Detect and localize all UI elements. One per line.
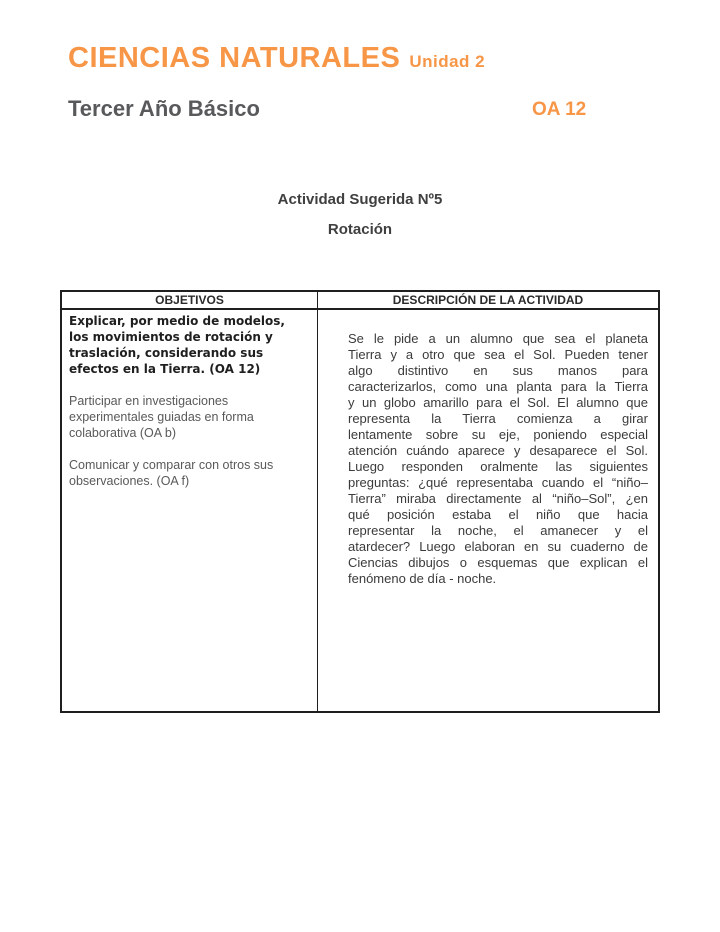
page-title	[68, 42, 668, 75]
activity-subtitle: Rotación	[327, 221, 393, 238]
activity-table	[60, 290, 660, 713]
description-paragraph: Se le pide a un alumno que sea el planeta Tierra y a otro que sea el Sol. Pueden tener algo distintivo en sus manos para caracterizarlos, como una planta para la Tierra y un globo amarillo para el Sol. El alumno que representa la Tierra comienza a girar lentamente sobre su eje, poniendo especial atención cuándo aparece y desaparece el Sol. Luego responden oralmente las siguientes preguntas: ¿qué representaba cuando el “niño– Tierra” miraba directamente al “niño–Sol”, ¿en qué posición estaba el niño que hacia representar la noche, el amanecer y el atardecer? Luego elaboran en su cuaderno de Ciencias dibujos o esquemas que explican el fenómeno de día - noche.	[348, 331, 648, 586]
activity-title: Actividad Sugerida Nº5	[277, 191, 443, 208]
column-header-descripcion: DESCRIPCIÓN DE LA ACTIVIDAD	[392, 293, 584, 307]
table-body-row	[62, 310, 658, 711]
oa-badge: OA 12	[532, 99, 587, 120]
description-cell	[318, 310, 658, 711]
objectives-cell	[62, 310, 318, 711]
subject-title: CIENCIAS NATURALES	[68, 42, 401, 74]
document-header	[68, 42, 668, 75]
objective-oa-b: Participar en investigaciones experimentales guiadas en forma colaborativa (OA b)	[69, 394, 254, 440]
grade-row	[68, 96, 668, 122]
table-header-row	[62, 292, 658, 310]
objective-main: Explicar, por medio de modelos, los movimientos de rotación y traslación, considerando sus efectos en la Tierra. (OA 12)	[69, 314, 285, 376]
objective-oa-f: Comunicar y comparar con otros sus observaciones. (OA f)	[69, 458, 274, 488]
unit-label: Unidad 2	[409, 52, 486, 71]
grade-title: Tercer Año Básico	[68, 96, 260, 121]
column-header-objetivos: OBJETIVOS	[62, 292, 318, 308]
